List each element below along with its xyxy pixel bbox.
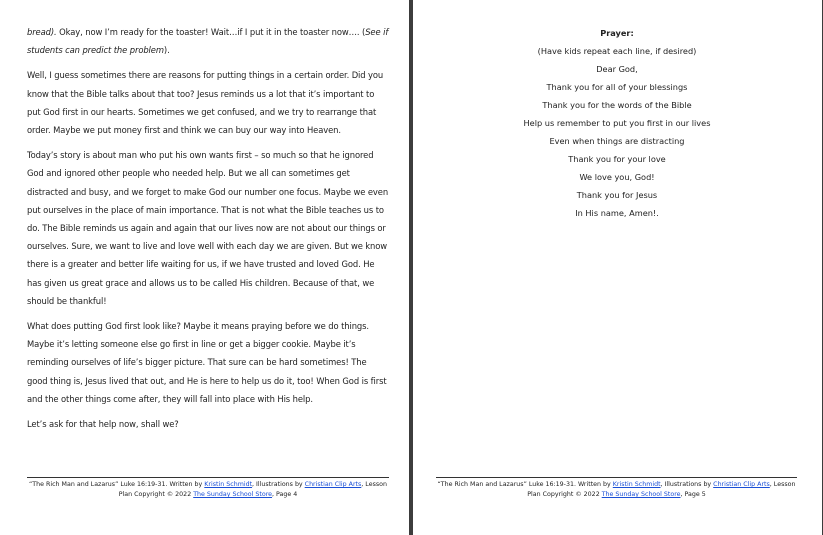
prayer-line: Thank you for your love — [568, 154, 666, 164]
store-link[interactable]: The Sunday School Store — [193, 491, 273, 498]
prayer-line: Thank you for the words of the Bible — [542, 100, 692, 110]
footer-illustrations-label: , Illustrations by — [660, 481, 714, 488]
footer-divider — [436, 477, 797, 478]
prayer-instruction: (Have kids repeat each line, if desired) — [537, 46, 697, 56]
prayer-line: Even when things are distracting — [549, 136, 685, 146]
footer-illustrations-label: , Illustrations by — [252, 481, 305, 488]
prayer-line: Thank you for all of your blessings — [546, 82, 688, 92]
illustrator-link[interactable]: Christian Clip Arts — [713, 481, 770, 488]
prayer-title: Prayer: — [600, 28, 634, 38]
page-footer — [430, 480, 803, 500]
page-number: , Page 4 — [272, 491, 298, 498]
prayer-line: We love you, God! — [579, 172, 655, 182]
paragraph-2: Well, I guess sometimes there are reasons for putting things in a certain order. Did you know that the Bible talks about that too? Jesus reminds us a lot that it’s important to put God first in our hearts. Sometimes we get confused, and we try to rearrange that order. Maybe we put money first and think we can buy our way into Heaven. — [27, 70, 384, 136]
page-4 — [0, 0, 410, 535]
paragraph-3: Today’s story is about man who put his own wants first – so much so that he ignored God and ignored other people who needed help. But we all can sometimes get distracted and busy, and we forget to make God our number one focus. Maybe we even put ourselves in the place of main importance. That is not what the Bible teaches us to do. The Bible reminds us again and again that our lives now are not about our things or ourselves. Sure, we want to live and love well with each day we are given. But we know there is a greater and better life waiting for us, if we have trusted and loved God. He has given us great grace and allows us to be called His children. Because of that, we should be thankful! — [27, 150, 389, 306]
paragraph-1-end: ). — [163, 45, 170, 56]
paragraph-1-instruction: See if students can predict the problem — [27, 27, 389, 56]
illustrator-link[interactable]: Christian Clip Arts — [304, 481, 362, 488]
page-footer — [22, 480, 394, 500]
paragraph-1 — [27, 23, 389, 59]
prayer-line: Thank you for Jesus — [576, 190, 658, 200]
page-number: , Page 5 — [680, 491, 706, 498]
footer-copyright: , Lesson Plan Copyright © 2022 — [527, 481, 796, 498]
footer-citation: “The Rich Man and Lazarus” Luke 16:19-31. Written by — [437, 481, 613, 488]
author-link[interactable]: Kristin Schmidt — [204, 481, 253, 488]
paragraph-1-lead: bread). — [27, 27, 57, 37]
prayer-line: Dear God, — [596, 64, 638, 74]
footer-copyright: , Lesson Plan Copyright © 2022 — [118, 481, 387, 498]
paragraph-1-text: Okay, now I’m ready for the toaster! Wait…if I put it in the toaster now…. ( — [56, 27, 366, 37]
lesson-body — [27, 23, 389, 440]
store-link[interactable]: The Sunday School Store — [601, 491, 681, 498]
footer-divider — [27, 477, 389, 478]
paragraph-5: Let’s ask for that help now, shall we? — [27, 419, 179, 430]
footer-citation: “The Rich Man and Lazarus” Luke 16:19-31. Written by — [29, 481, 205, 488]
author-link[interactable]: Kristin Schmidt — [612, 481, 661, 488]
paragraph-4: What does putting God first look like? Maybe it means praying before we do things. Maybe it’s letting someone else go first in line or get a bigger cookie. Maybe it’s reminding ourselves of life’s bigger picture. That sure can be hard sometimes! The good thing is, Jesus lived that out, and He is here to help us do it, too! When God is first and the other things come after, they will fall into place with His help. — [27, 321, 387, 404]
prayer-line: Help us remember to put you first in our lives — [523, 118, 711, 128]
prayer-line: In His name, Amen!. — [575, 208, 659, 218]
prayer-section — [418, 26, 816, 224]
